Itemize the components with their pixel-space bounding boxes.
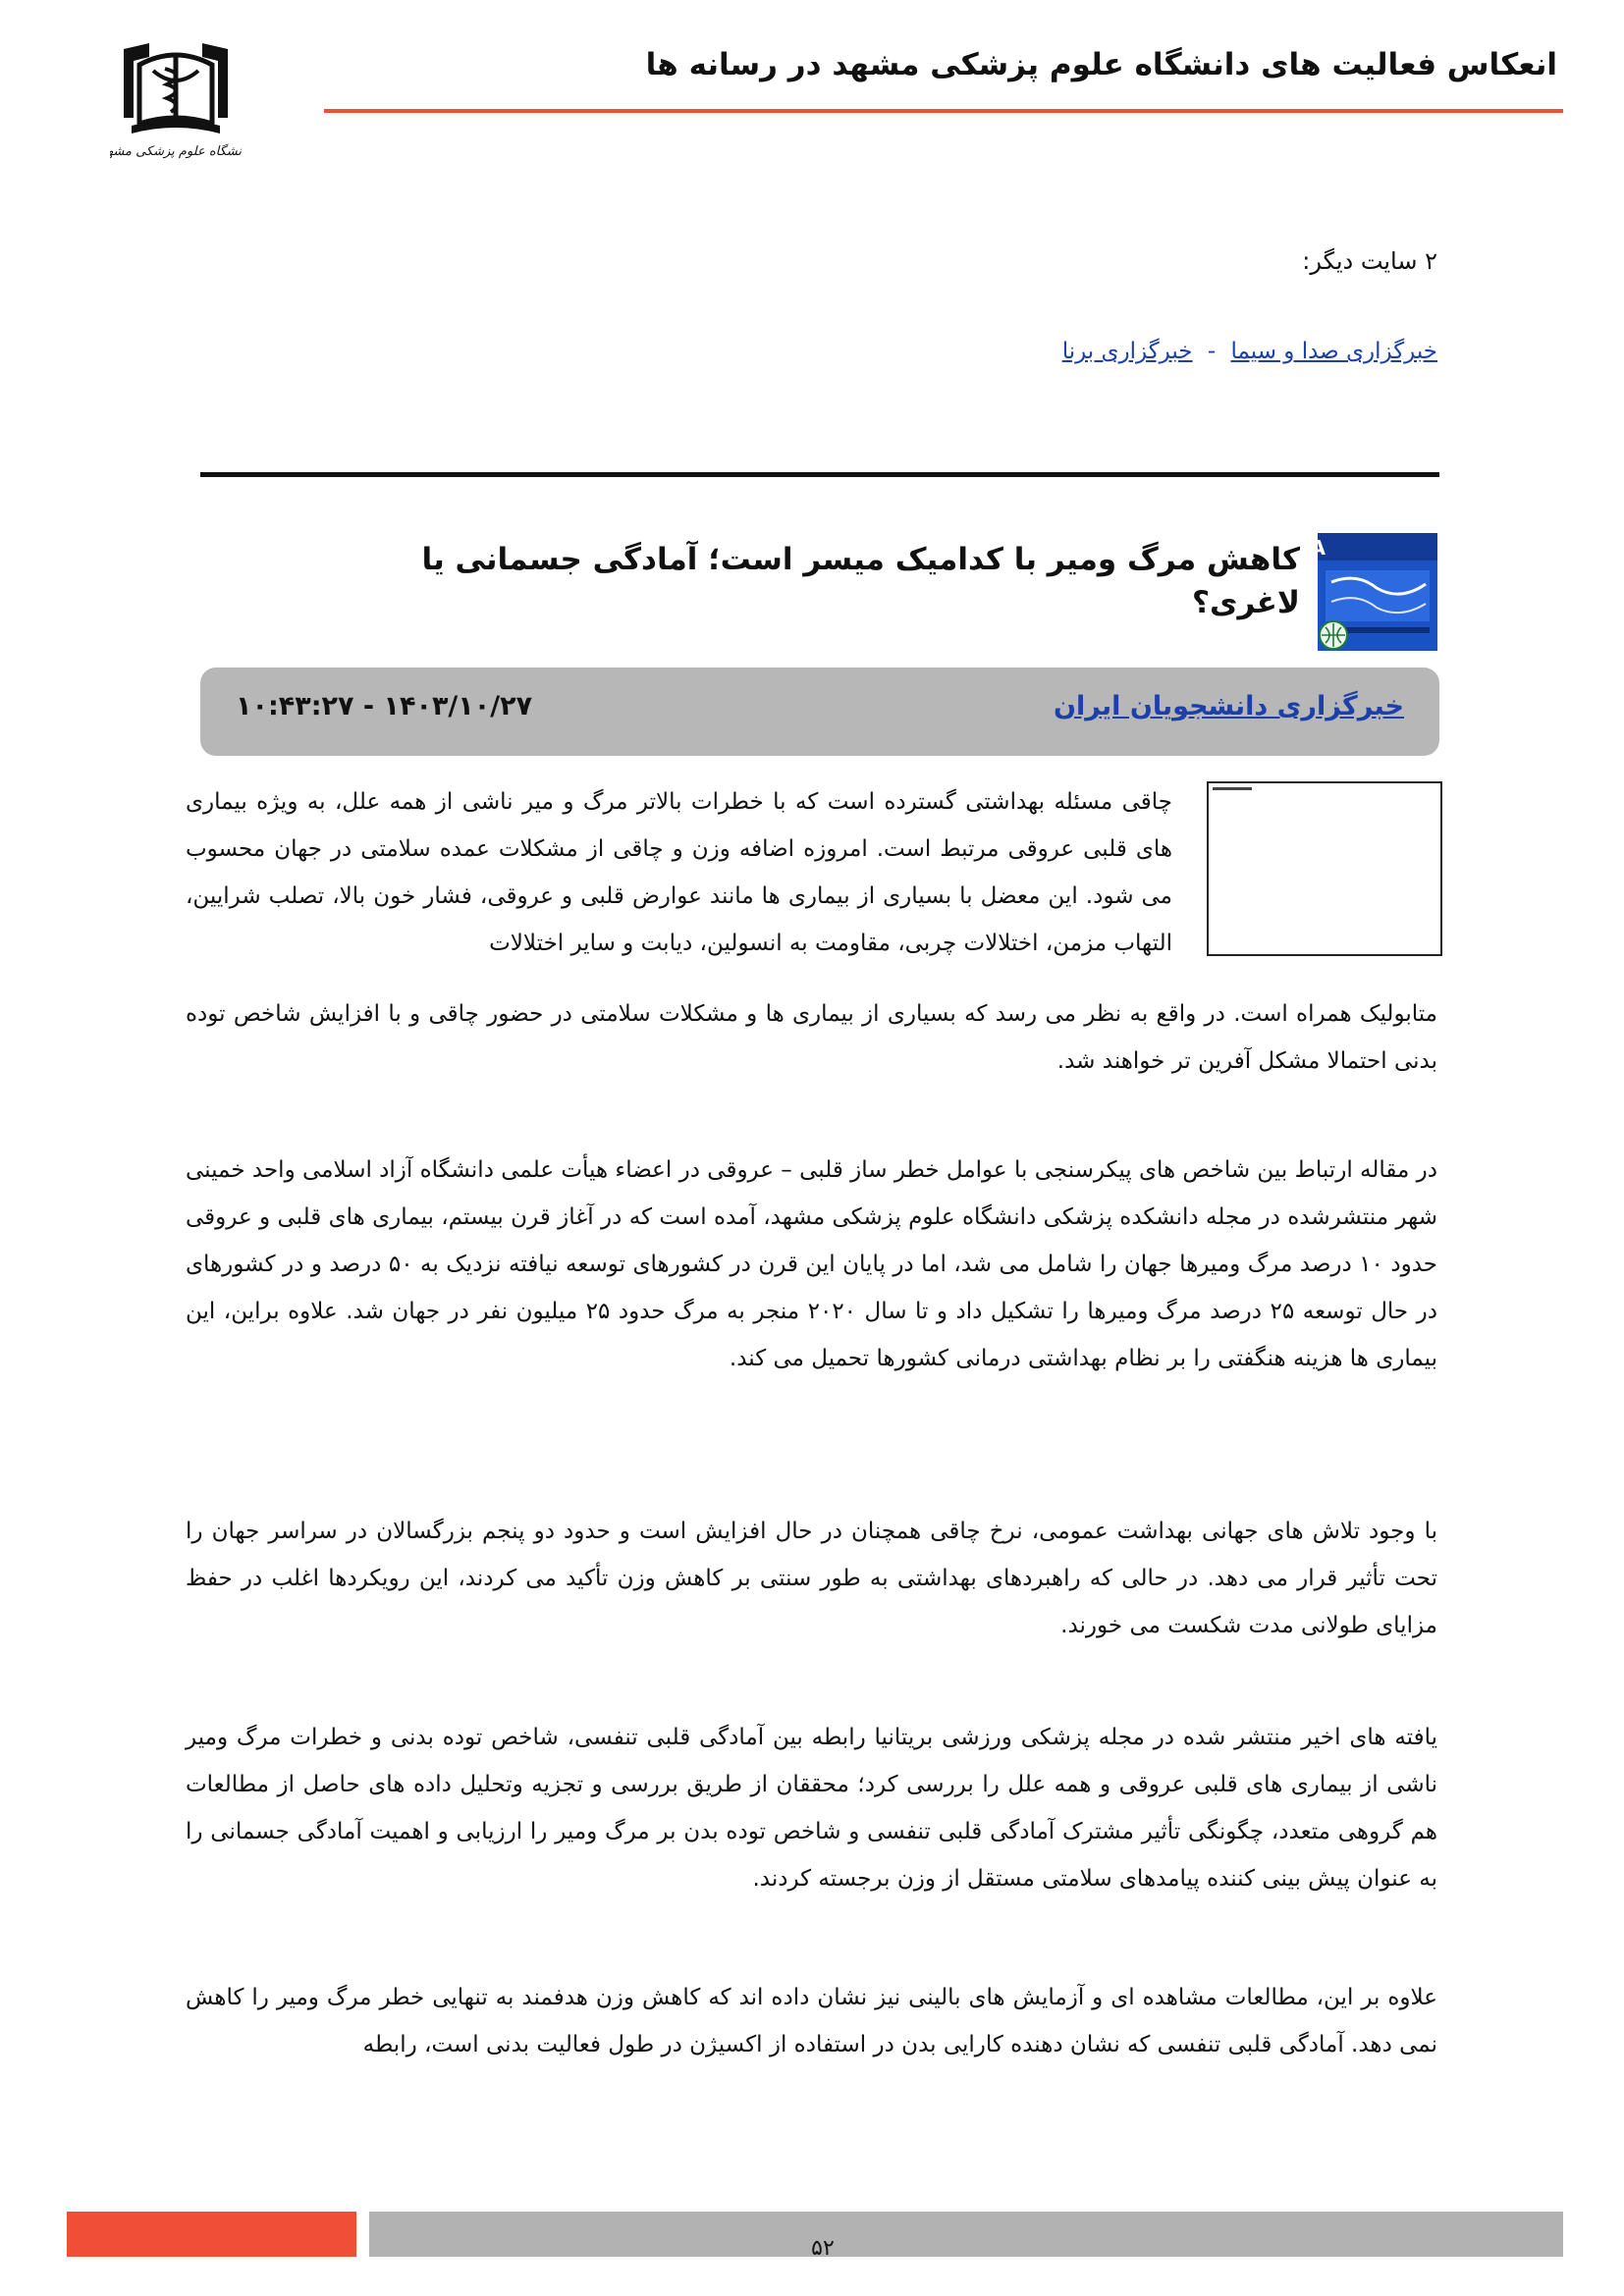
section-divider: [200, 472, 1439, 477]
news-site-logo: [1318, 533, 1437, 651]
news-source-link[interactable]: خبرگزاری دانشجویان ایران: [1053, 691, 1404, 721]
news-headline: کاهش مرگ ومیر با کدامیک میسر است؛ آمادگی جسمانی یا لاغری؟: [421, 542, 1300, 620]
logo-caption: نشگاه علوم پزشکی مش: [113, 144, 242, 159]
page-number: ۵۲: [811, 2236, 835, 2261]
article-paragraph-1b: متابولیک همراه است. در واقع به نظر می رسد که بسیاری از بیماری ها و مشکلات سلامتی در حضور چاقی و با افزایش شاخص توده بدنی احتمالا مشکل آفرین تر خواهند شد.: [186, 1001, 1437, 1074]
image-broken-marker: [1213, 787, 1252, 790]
other-sites-links: [1062, 334, 1437, 369]
article-paragraph-3: با وجود تلاش های جهانی بهداشت عمومی، نرخ چاقی همچنان در حال افزایش است و حدود دو پنجم بزرگسالان در سراسر جهان را تحت تأثیر قرار می دهد. در حالی که راهبردهای بهداشتی به طور سنتی بر کاهش وزن تأکید می کردند، این رویکردها اغلب در حفظ مزایای طولانی مدت شکست می خورند.: [186, 1519, 1437, 1638]
article-paragraph-5: علاوه بر این، مطالعات مشاهده ای و آزمایش های بالینی نیز نشان داده اند که کاهش وزن هدفمند به تنهایی خطر مرگ ومیر را کاهش نمی دهد. آمادگی قلبی تنفسی که نشان دهنده کارایی بدن در استفاده از اکسیژن در طول فعالیت بدنی است، رابطه: [186, 1985, 1437, 2057]
article-paragraph-1a: چاقی مسئله بهداشتی گسترده است که با خطرات بالاتر مرگ و میر ناشی از همه علل، به ویژه بیماری های قلبی عروقی مرتبط است. امروزه اضافه وزن و چاقی از مشکلات عمده سلامتی در جهان محسوب می شود. این معضل با بسیاری از بیماری ها مانند عوارض قلبی و عروقی، فشار خون بالا، تصلب شرایین، التهاب مزمن، اختلالات چربی، مقاومت به انسولین، دیابت و سایر اختلالات: [186, 789, 1172, 956]
article-paragraph-4: یافته های اخیر منتشر شده در مجله پزشکی ورزشی بریتانیا رابطه بین آمادگی قلبی تنفسی، شاخص توده بدنی و خطرات مرگ ومیر ناشی از بیماری های قلبی عروقی و همه علل را بررسی کرد؛ محققان از طریق بررسی و تجزیه وتحلیل داده های حاصل از مطالعات هم گروهی متعدد، چگونگی تأثیر مشترک آمادگی قلبی تنفسی و شاخص توده بدن بر مرگ ومیر را ارزیابی و اهمیت آمادگی جسمانی را به عنوان پیش بینی کننده پیامدهای سلامتی مستقل از وزن برجسته کردند.: [186, 1725, 1437, 1892]
university-logo: [110, 35, 242, 165]
page-header-title: انعکاس فعالیت های دانشگاه علوم پزشکی مشهد در رسانه ها: [645, 47, 1557, 82]
article-paragraph-2: در مقاله ارتباط بین شاخص های پیکرسنجی با عوامل خطر ساز قلبی – عروقی در اعضاء هیأت علمی دانشگاه آزاد اسلامی واحد خمینی شهر منتشرشده در مجله دانشکده پزشکی دانشگاه علوم پزشکی مشهد، آمده است که در آغاز قرن بیستم، بیماری های قلبی و عروقی حدود ۱۰ درصد مرگ ومیرها جهان را شامل می شد، اما در پایان این قرن در کشورهای توسعه نیافته نزدیک به ۵۰ درصد و در کشورهای در حال توسعه ۲۵ درصد مرگ ومیرها را تشکیل داد و تا سال ۲۰۲۰ منجر به مرگ حدود ۲۵ میلیون نفر در جهان شد. علاوه براین، این بیماری ها هزینه هنگفتی را بر نظام بهداشتی درمانی کشورها تحمیل می کند.: [186, 1157, 1438, 1371]
link-separator: -: [1207, 339, 1217, 364]
footer-red-block: [67, 2212, 356, 2257]
link-borna[interactable]: خبرگزاری برنا: [1061, 339, 1193, 364]
link-seda-sima[interactable]: خبرگزاری صدا و سیما: [1230, 339, 1437, 364]
news-source-bar: [200, 667, 1439, 756]
other-sites-label: ۲ سایت دیگر:: [1302, 247, 1437, 275]
footer-gray-block: [369, 2212, 1563, 2257]
news-datetime: ۱۴۰۳/۱۰/۲۷ - ۱۰:۴۳:۲۷: [236, 691, 533, 721]
article-image-placeholder: [1207, 781, 1442, 956]
site-logo-text: A: [1318, 536, 1326, 560]
header-rule: [324, 109, 1563, 113]
